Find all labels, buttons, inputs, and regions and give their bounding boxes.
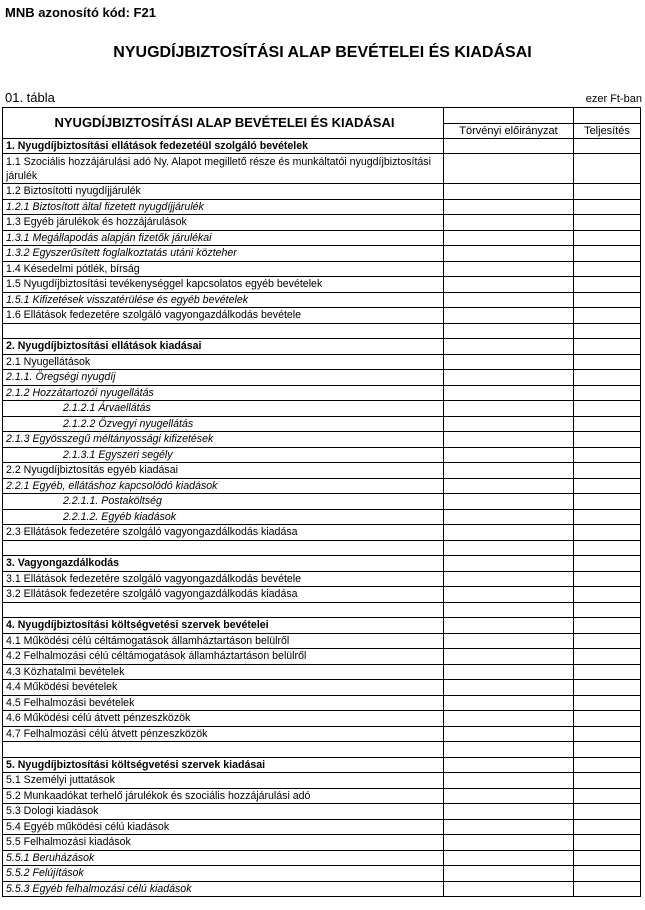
row-label: 1.5.1 Kifizetések visszatérülése és egyéb bevételek (3, 292, 444, 308)
row-label: 1.6 Ellátások fedezetére szolgáló vagyongazdálkodás bevétele (3, 308, 444, 324)
actual-cell[interactable] (574, 556, 641, 572)
actual-cell[interactable] (574, 788, 641, 804)
actual-cell[interactable] (574, 649, 641, 665)
row-label: 1.3.2 Egyszerűsített foglalkoztatás utáni közteher (3, 246, 444, 262)
actual-cell[interactable] (574, 215, 641, 231)
row-label: 3.1 Ellátások fedezetére szolgáló vagyongazdálkodás bevétele (3, 571, 444, 587)
actual-cell[interactable] (574, 494, 641, 510)
header-spacer-actual (574, 108, 641, 124)
table-row (3, 432, 641, 448)
row-label: 1.2.1 Biztosított által fizetett nyugdíjjárulék (3, 199, 444, 215)
actual-cell[interactable] (574, 850, 641, 866)
budget-cell[interactable] (444, 788, 574, 804)
table-row (3, 881, 641, 897)
actual-cell[interactable] (574, 154, 641, 184)
table-row (3, 292, 641, 308)
table-row (3, 261, 641, 277)
row-label: 2.1.3 Egyösszegű méltányossági kifizetések (3, 432, 444, 448)
table-row (3, 695, 641, 711)
row-label: 2.3 Ellátások fedezetére szolgáló vagyongazdálkodás kiadása (3, 525, 444, 541)
budget-cell[interactable] (444, 215, 574, 231)
table-row (3, 866, 641, 882)
budget-cell[interactable] (444, 742, 574, 758)
actual-cell[interactable] (574, 463, 641, 479)
table-row (3, 618, 641, 634)
table-row (3, 788, 641, 804)
row-label: 1.3.1 Megállapodás alapján fizetők járulékai (3, 230, 444, 246)
budget-cell[interactable] (444, 323, 574, 339)
row-label: 2.1.2.1 Árvaellátás (3, 401, 444, 417)
actual-cell[interactable] (574, 230, 641, 246)
table-row (3, 633, 641, 649)
actual-cell[interactable] (574, 292, 641, 308)
table-row (3, 680, 641, 696)
page-title: NYUGDÍJBIZTOSÍTÁSI ALAP BEVÉTELEI ÉS KIADÁSAI (113, 44, 532, 61)
table-row (3, 773, 641, 789)
table-row (3, 556, 641, 572)
actual-cell[interactable] (574, 695, 641, 711)
actual-cell[interactable] (574, 261, 641, 277)
actual-cell[interactable] (574, 726, 641, 742)
budget-cell[interactable] (444, 773, 574, 789)
budget-cell[interactable] (444, 711, 574, 727)
row-label: 2. Nyugdíjbiztosítási ellátások kiadásai (3, 339, 444, 355)
header-spacer-budget (444, 108, 574, 124)
row-label: 5.3 Dologi kiadások (3, 804, 444, 820)
actual-cell[interactable] (574, 199, 641, 215)
budget-cell[interactable] (444, 618, 574, 634)
budget-cell[interactable] (444, 494, 574, 510)
budget-cell[interactable] (444, 401, 574, 417)
budget-cell[interactable] (444, 757, 574, 773)
table-row (3, 835, 641, 851)
row-label: 5.1 Személyi juttatások (3, 773, 444, 789)
budget-cell[interactable] (444, 138, 574, 154)
actual-cell[interactable] (574, 447, 641, 463)
row-label: 3. Vagyongazdálkodás (3, 556, 444, 572)
budget-cell[interactable] (444, 230, 574, 246)
table-row (3, 323, 641, 339)
row-label: 1.3 Egyéb járulékok és hozzájárulások (3, 215, 444, 231)
row-label: 1.2 Biztosítotti nyugdíjjárulék (3, 184, 444, 200)
budget-cell[interactable] (444, 835, 574, 851)
budget-cell[interactable] (444, 385, 574, 401)
budget-cell[interactable] (444, 540, 574, 556)
actual-cell[interactable] (574, 866, 641, 882)
budget-cell[interactable] (444, 339, 574, 355)
budget-cell[interactable] (444, 850, 574, 866)
row-label: 1.1 Szociális hozzájárulási adó Ny. Alapot megillető része és munkáltatói nyugdíjbiztosítási járulék (3, 154, 444, 184)
table-row (3, 664, 641, 680)
budget-cell[interactable] (444, 154, 574, 184)
actual-cell[interactable] (574, 246, 641, 262)
budget-cell[interactable] (444, 726, 574, 742)
table-row (3, 540, 641, 556)
actual-cell[interactable] (574, 540, 641, 556)
actual-cell[interactable] (574, 757, 641, 773)
table-row (3, 154, 641, 184)
row-label: 2.2.1 Egyéb, ellátáshoz kapcsolódó kiadások (3, 478, 444, 494)
row-label (3, 323, 444, 339)
budget-cell[interactable] (444, 819, 574, 835)
row-label: 4.5 Felhalmozási bevételek (3, 695, 444, 711)
actual-cell[interactable] (574, 618, 641, 634)
actual-cell[interactable] (574, 602, 641, 618)
table-row (3, 463, 641, 479)
budget-cell[interactable] (444, 602, 574, 618)
table-row (3, 215, 641, 231)
actual-cell[interactable] (574, 184, 641, 200)
table-row (3, 416, 641, 432)
row-label: 2.1.3.1 Egyszeri segély (3, 447, 444, 463)
table-row (3, 401, 641, 417)
actual-cell[interactable] (574, 587, 641, 603)
budget-cell[interactable] (444, 292, 574, 308)
report-table (2, 107, 641, 897)
budget-cell[interactable] (444, 246, 574, 262)
row-label: 4.3 Közhatalmi bevételek (3, 664, 444, 680)
row-label: 1.4 Késedelmi pótlék, bírság (3, 261, 444, 277)
actual-cell[interactable] (574, 819, 641, 835)
actual-cell[interactable] (574, 680, 641, 696)
budget-cell[interactable] (444, 695, 574, 711)
table-row (3, 308, 641, 324)
actual-cell[interactable] (574, 401, 641, 417)
budget-cell[interactable] (444, 308, 574, 324)
budget-cell[interactable] (444, 509, 574, 525)
row-label: 4.6 Működési célú átvett pénzeszközök (3, 711, 444, 727)
row-label (3, 742, 444, 758)
row-label: 4.1 Működési célú céltámogatások államháztartáson belülről (3, 633, 444, 649)
budget-cell[interactable] (444, 354, 574, 370)
actual-cell[interactable] (574, 385, 641, 401)
row-label: 2.2 Nyugdíjbiztosítás egyéb kiadásai (3, 463, 444, 479)
mnb-code: MNB azonosító kód: F21 (5, 5, 156, 20)
actual-cell[interactable] (574, 664, 641, 680)
table-row (3, 230, 641, 246)
actual-cell[interactable] (574, 339, 641, 355)
row-label: 5.2 Munkaadókat terhelő járulékok és szociális hozzájárulási adó (3, 788, 444, 804)
budget-cell[interactable] (444, 556, 574, 572)
table-row (3, 138, 641, 154)
actual-cell[interactable] (574, 138, 641, 154)
budget-cell[interactable] (444, 432, 574, 448)
table-row (3, 478, 641, 494)
table-row (3, 246, 641, 262)
actual-cell[interactable] (574, 742, 641, 758)
table-row (3, 711, 641, 727)
budget-cell[interactable] (444, 199, 574, 215)
table-row (3, 850, 641, 866)
table-row (3, 742, 641, 758)
budget-cell[interactable] (444, 804, 574, 820)
row-label: 1.5 Nyugdíjbiztosítási tevékenységgel kapcsolatos egyéb bevételek (3, 277, 444, 293)
table-row (3, 494, 641, 510)
row-label (3, 540, 444, 556)
budget-cell[interactable] (444, 370, 574, 386)
row-label (3, 602, 444, 618)
table-row (3, 184, 641, 200)
col-budget-header: Törvényi előirányzat (444, 123, 574, 138)
actual-cell[interactable] (574, 711, 641, 727)
budget-cell[interactable] (444, 633, 574, 649)
budget-cell[interactable] (444, 416, 574, 432)
row-label: 2.1 Nyugellátások (3, 354, 444, 370)
actual-cell[interactable] (574, 571, 641, 587)
table-row (3, 602, 641, 618)
table-row (3, 571, 641, 587)
actual-cell[interactable] (574, 323, 641, 339)
actual-cell[interactable] (574, 773, 641, 789)
budget-cell[interactable] (444, 664, 574, 680)
budget-cell[interactable] (444, 277, 574, 293)
row-label: 3.2 Ellátások fedezetére szolgáló vagyongazdálkodás kiadása (3, 587, 444, 603)
actual-cell[interactable] (574, 525, 641, 541)
budget-cell[interactable] (444, 649, 574, 665)
unit-label: ezer Ft-ban (585, 93, 642, 105)
budget-cell[interactable] (444, 866, 574, 882)
table-row (3, 339, 641, 355)
row-label: 5.5.3 Egyéb felhalmozási célú kiadások (3, 881, 444, 897)
actual-cell[interactable] (574, 509, 641, 525)
table-row (3, 199, 641, 215)
table-row (3, 447, 641, 463)
row-label: 5.5.1 Beruházások (3, 850, 444, 866)
budget-cell[interactable] (444, 478, 574, 494)
budget-cell[interactable] (444, 525, 574, 541)
table-row (3, 757, 641, 773)
row-label: 2.1.1. Öregségi nyugdíj (3, 370, 444, 386)
actual-cell[interactable] (574, 416, 641, 432)
table-row (3, 649, 641, 665)
table-row (3, 385, 641, 401)
actual-cell[interactable] (574, 277, 641, 293)
col-actual-header: Teljesítés (574, 123, 641, 138)
row-label: 5.5 Felhalmozási kiadások (3, 835, 444, 851)
actual-cell[interactable] (574, 432, 641, 448)
row-label: 5.4 Egyéb működési célú kiadások (3, 819, 444, 835)
table-row (3, 587, 641, 603)
row-label: 5. Nyugdíjbiztosítási költségvetési szervek kiadásai (3, 757, 444, 773)
row-label: 4.4 Működési bevételek (3, 680, 444, 696)
row-label: 2.1.2.2 Özvegyi nyugellátás (3, 416, 444, 432)
budget-cell[interactable] (444, 587, 574, 603)
row-label: 5.5.2 Felújítások (3, 866, 444, 882)
budget-cell[interactable] (444, 184, 574, 200)
actual-cell[interactable] (574, 804, 641, 820)
table-row (3, 509, 641, 525)
table-row (3, 819, 641, 835)
table-row (3, 370, 641, 386)
table-number: 01. tábla (5, 90, 55, 105)
report-table-body (3, 108, 641, 897)
table-row (3, 525, 641, 541)
table-row (3, 354, 641, 370)
budget-cell[interactable] (444, 680, 574, 696)
table-row (3, 726, 641, 742)
actual-cell[interactable] (574, 633, 641, 649)
budget-cell[interactable] (444, 261, 574, 277)
budget-cell[interactable] (444, 571, 574, 587)
budget-cell[interactable] (444, 447, 574, 463)
row-label: 4.2 Felhalmozási célú céltámogatások államháztartáson belülről (3, 649, 444, 665)
actual-cell[interactable] (574, 881, 641, 897)
row-label: 2.2.1.1. Postaköltség (3, 494, 444, 510)
main-header: NYUGDÍJBIZTOSÍTÁSI ALAP BEVÉTELEI ÉS KIADÁSAI (3, 108, 444, 139)
row-label: 1. Nyugdíjbiztosítási ellátások fedezetéül szolgáló bevételek (3, 138, 444, 154)
row-label: 4. Nyugdíjbiztosítási költségvetési szervek bevételei (3, 618, 444, 634)
row-label: 2.1.2 Hozzátartozói nyugellátás (3, 385, 444, 401)
actual-cell[interactable] (574, 370, 641, 386)
budget-cell[interactable] (444, 881, 574, 897)
actual-cell[interactable] (574, 835, 641, 851)
row-label: 4.7 Felhalmozási célú átvett pénzeszközök (3, 726, 444, 742)
table-header-row (3, 108, 641, 124)
table-row (3, 277, 641, 293)
budget-cell[interactable] (444, 463, 574, 479)
table-row (3, 804, 641, 820)
actual-cell[interactable] (574, 478, 641, 494)
row-label: 2.2.1.2. Egyéb kiadások (3, 509, 444, 525)
actual-cell[interactable] (574, 308, 641, 324)
actual-cell[interactable] (574, 354, 641, 370)
